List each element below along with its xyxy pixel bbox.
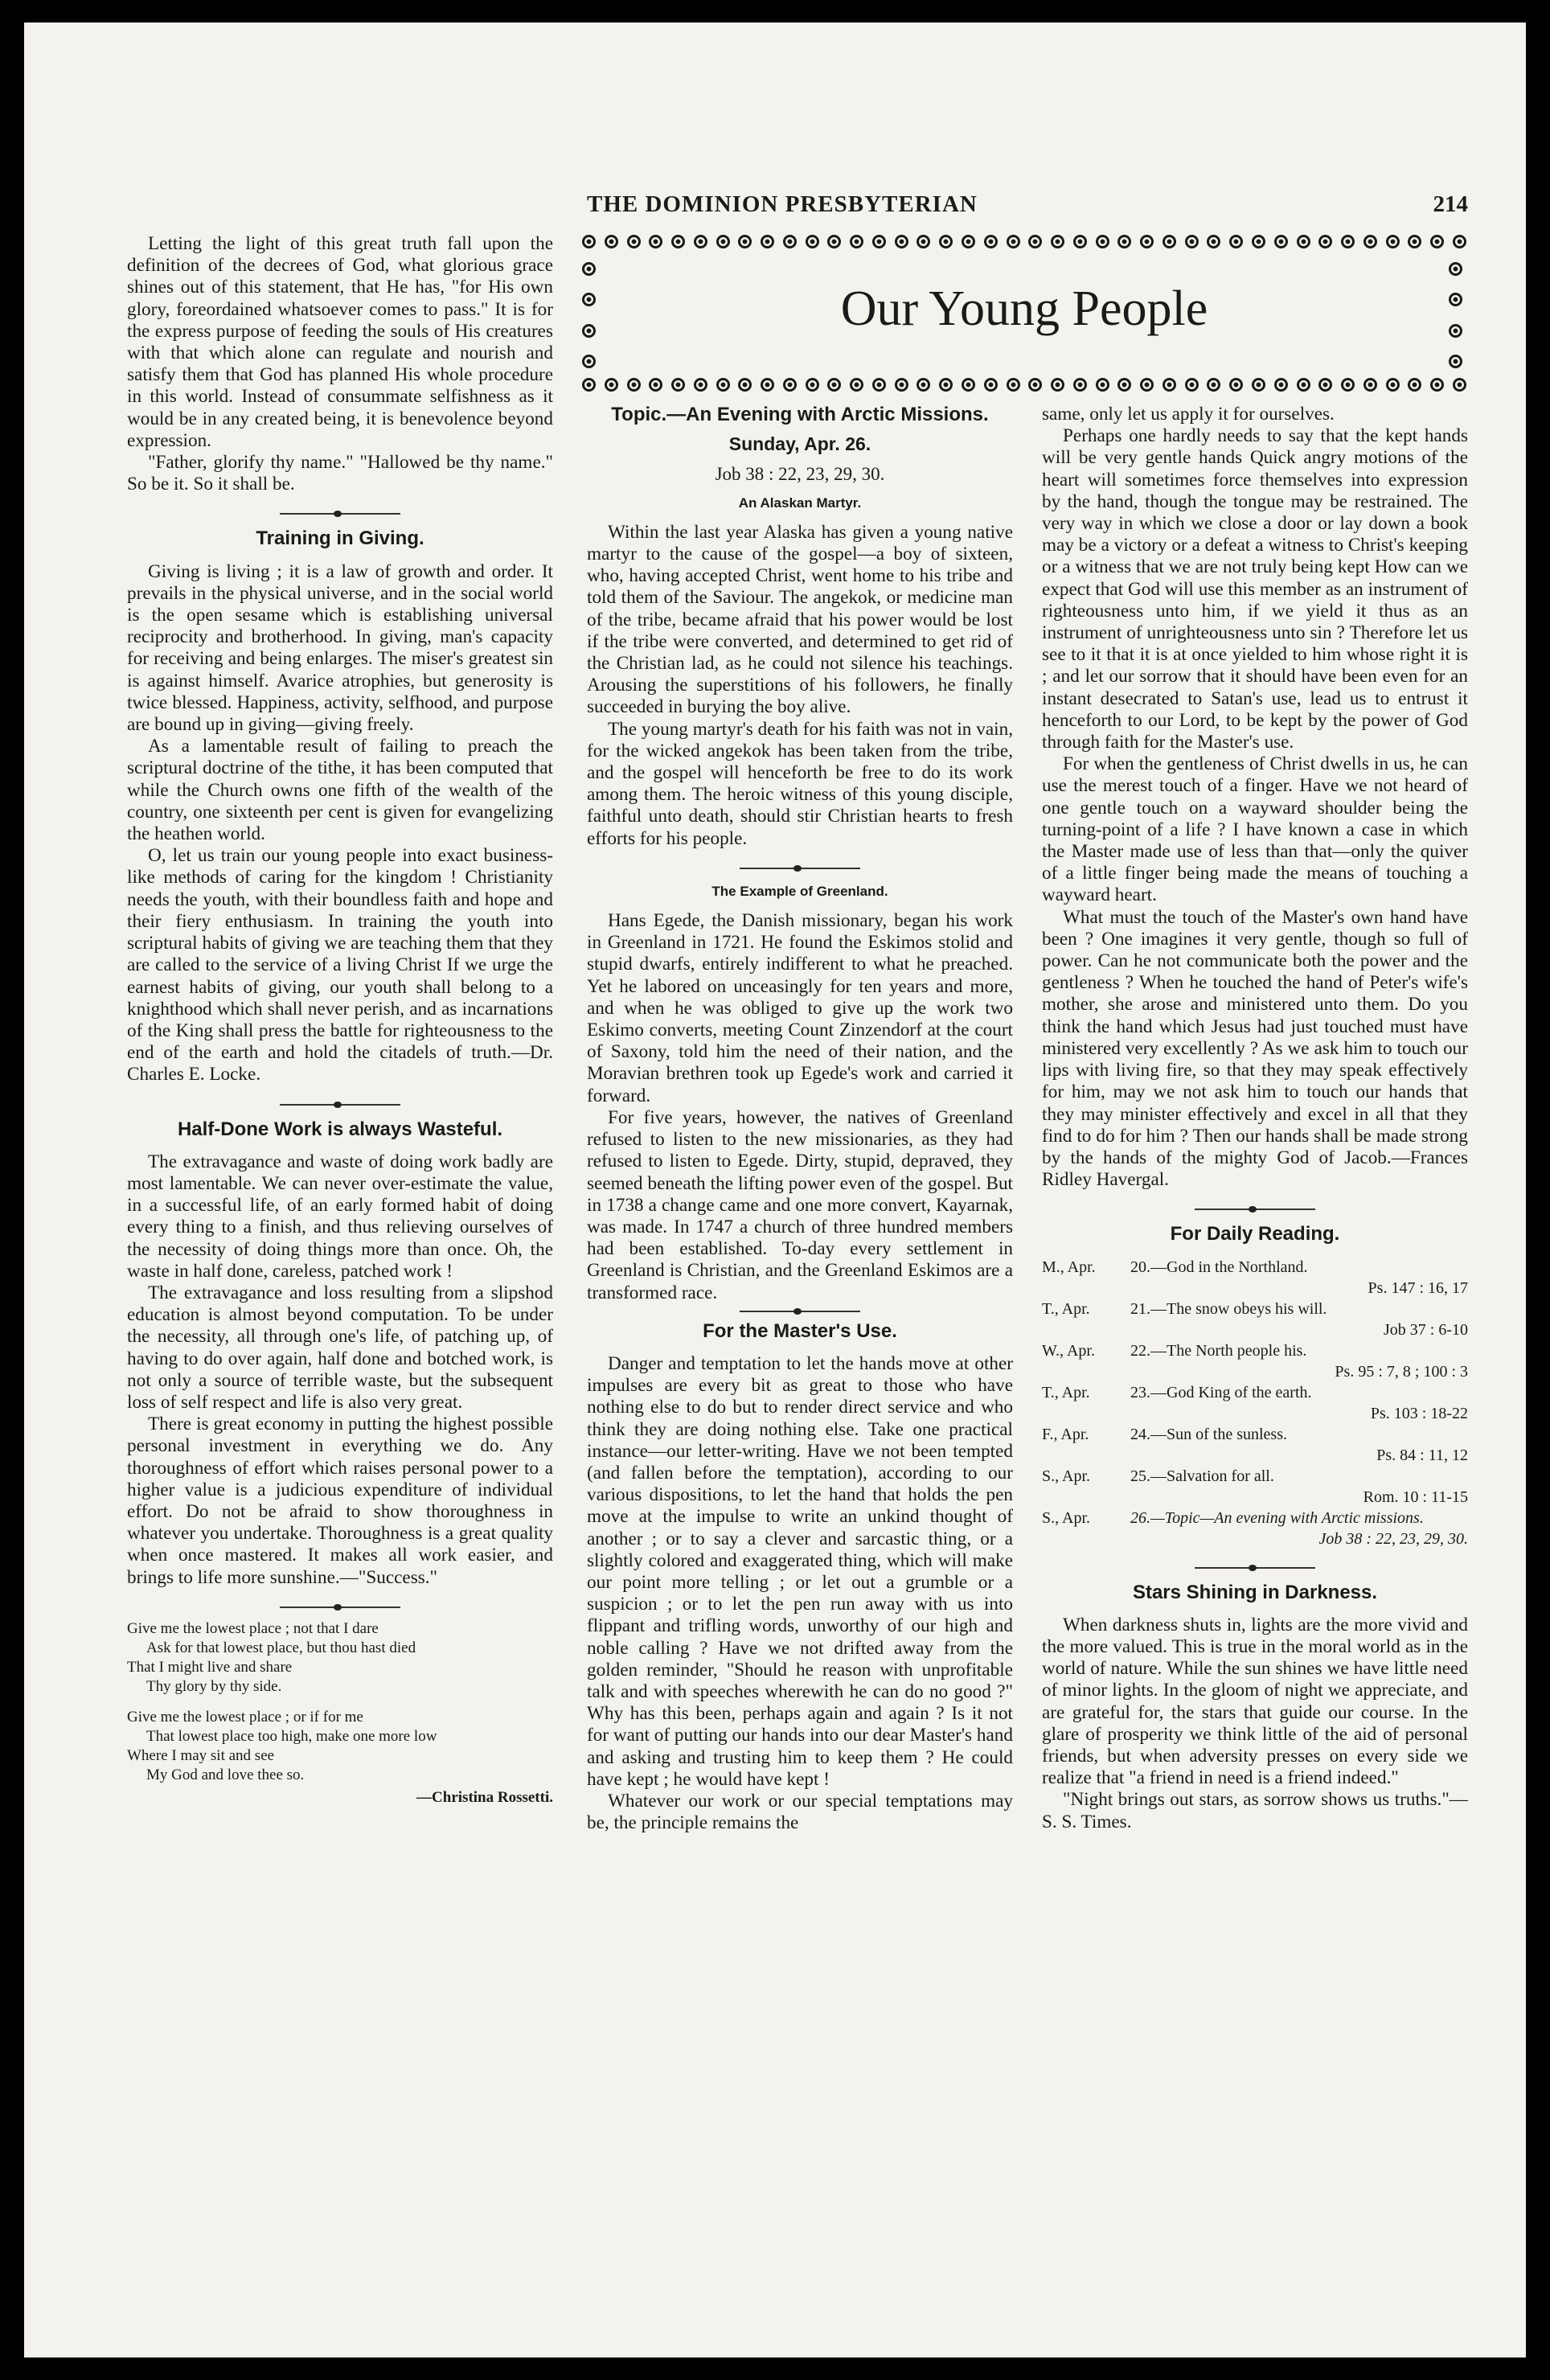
divider-rule bbox=[280, 1104, 400, 1106]
reading-day: W., Apr. bbox=[1042, 1341, 1095, 1360]
reading-entry bbox=[1042, 1424, 1468, 1466]
ornament-dot bbox=[827, 235, 841, 248]
ornament-dot bbox=[1162, 235, 1176, 248]
reading-title: 25.—Salvation for all. bbox=[1130, 1467, 1274, 1485]
poem-line: Give me the lowest place ; or if for me bbox=[127, 1708, 363, 1726]
reading-title: 21.—The snow obeys his will. bbox=[1130, 1299, 1327, 1318]
ornament-dot bbox=[738, 378, 752, 392]
reading-title: 23.—God King of the earth. bbox=[1130, 1383, 1312, 1401]
reading-reference: Ps. 84 : 11, 12 bbox=[1376, 1446, 1468, 1464]
ornament-dot bbox=[1007, 378, 1020, 392]
ornament-dot bbox=[1073, 235, 1087, 248]
paragraph: What must the touch of the Master's own hand have been ? One imagines it very gentle, though so full of power. Can he not communicate both the power and the gentleness ? When he touched the hand of Peter's wife's mother, she arose and ministered unto them. Do you think the hand which Jesus had just touched must have ministered very excellently ? As we ask him to touch our lips with living fire, so that they may speak effectively for him, may we not ask him to touch our hands that they may minister effectively and excel in all that they find to do for him ? Then our hands shall be made strong by the hands of the mighty God of Jacob.—Frances Ridley Havergal. bbox=[1042, 906, 1468, 1191]
ornament-dot bbox=[694, 378, 707, 392]
ornament-dot bbox=[1386, 235, 1400, 248]
reading-title: 26.—Topic—An evening with Arctic missions. bbox=[1130, 1508, 1424, 1527]
banner-top-border bbox=[582, 235, 1466, 252]
ornament-dot bbox=[1363, 235, 1377, 248]
reading-entry bbox=[1042, 1382, 1468, 1424]
reading-title: 20.—God in the Northland. bbox=[1130, 1258, 1308, 1276]
newspaper-page bbox=[24, 23, 1526, 2357]
ornament-dot bbox=[1430, 378, 1444, 392]
ornament-dot bbox=[916, 378, 930, 392]
ornament-dot bbox=[1028, 235, 1042, 248]
paragraph: Whatever our work or our special temptations may be, the principle remains the bbox=[587, 1790, 1013, 1834]
ornament-dot bbox=[916, 235, 930, 248]
article-heading-greenland: The Example of Greenland. bbox=[711, 883, 888, 899]
reading-reference: Rom. 10 : 11-15 bbox=[1363, 1488, 1468, 1506]
ornament-dot bbox=[962, 378, 975, 392]
ornament-dot bbox=[850, 235, 863, 248]
ornament-dot bbox=[1297, 378, 1310, 392]
paragraph: For when the gentleness of Christ dwells in us, he can use the merest touch of a finger. Have we not heard of one gentle touch on a wayward shoulder being the turning-point of a life ? I have known a case in which the Master made use of less than that—only the quiver of a little finger being made the means of touching a wayward heart. bbox=[1042, 753, 1468, 906]
reading-entry bbox=[1042, 1466, 1468, 1508]
ornament-dot bbox=[783, 235, 797, 248]
reading-reference: Ps. 95 : 7, 8 ; 100 : 3 bbox=[1335, 1362, 1468, 1381]
article-heading-half-done: Half-Done Work is always Wasteful. bbox=[177, 1118, 503, 1140]
ornament-dot bbox=[827, 378, 841, 392]
ornament-dot bbox=[694, 235, 707, 248]
poem-line: Give me the lowest place ; not that I dare bbox=[127, 1619, 379, 1637]
ornament-dot bbox=[962, 235, 975, 248]
ornament-dot bbox=[605, 378, 618, 392]
ornament-dot bbox=[872, 235, 886, 248]
daily-reading-list bbox=[1042, 1257, 1468, 1549]
paragraph: Within the last year Alaska has given a young native martyr to the cause of the gospel—a boy of sixteen, who, having accepted Christ, went home to his tribe and told them of the Saviour. The angekok, or medicine man of the tribe, became afraid that his power would be lost if the tribe were converted, and determined to get rid of the Christian lad, as he could not silence his teachings. Arousing the superstitions of his followers, he finally succeeded in burying the boy alive. bbox=[587, 521, 1013, 718]
banner-bottom-border bbox=[582, 378, 1466, 396]
paragraph: "Night brings out stars, as sorrow shows us truths."—S. S. Times. bbox=[1042, 1789, 1468, 1832]
paragraph: There is great economy in putting the highest possible personal investment in everything we do. Any thoroughness of effort which raises personal power to a higher value is a judicious expenditure of individual effort. Do not be afraid to show thoroughness in whatever you undertake. Thoroughness is a great quality when once mastered. It makes all work easier, and brings to life more sunshine.—"Success." bbox=[127, 1414, 553, 1588]
ornament-dot bbox=[1449, 355, 1462, 368]
reading-entry bbox=[1042, 1340, 1468, 1382]
ornament-dot bbox=[1140, 378, 1154, 392]
poem-line: Ask for that lowest place, but thou hast died bbox=[146, 1639, 416, 1656]
running-head: THE DOMINION PRESBYTERIAN bbox=[587, 191, 978, 217]
paragraph: As a lamentable result of failing to preach the scriptural doctrine of the tithe, it has been computed that while the Church owns one fifth of the wealth of the country, one sixteenth per cent is given for evangelizing the heathen world. bbox=[127, 736, 553, 845]
ornament-dot bbox=[582, 378, 596, 392]
reading-entry bbox=[1042, 1299, 1468, 1340]
ornament-dot bbox=[1229, 235, 1243, 248]
ornament-dot bbox=[1274, 378, 1288, 392]
ornament-dot bbox=[1051, 235, 1064, 248]
article-heading-daily-reading: For Daily Reading. bbox=[1170, 1223, 1340, 1245]
ornament-dot bbox=[1341, 235, 1355, 248]
poem bbox=[127, 1619, 553, 1808]
reading-reference: Job 37 : 6-10 bbox=[1384, 1320, 1468, 1339]
ornament-dot bbox=[984, 378, 998, 392]
article-heading-masters-use: For the Master's Use. bbox=[703, 1319, 897, 1342]
ornament-dot bbox=[939, 235, 953, 248]
ornament-dot bbox=[1162, 378, 1176, 392]
ornament-dot bbox=[939, 378, 953, 392]
divider-rule bbox=[1195, 1208, 1315, 1210]
ornament-dot bbox=[984, 235, 998, 248]
reading-day: S., Apr. bbox=[1042, 1467, 1091, 1485]
ornament-dot bbox=[605, 235, 618, 248]
paragraph: Perhaps one hardly needs to say that the kept hands will be very gentle hands Quick angry motions of the heart will sometimes force themselves into expression by the hand, though the tongue may be restrained. The very way in which we close a door or lay down a book may be a victory or a defeat a witness to Christ's keeping or a witness that we are not truly being kept How can we expect that God will use this member as an instrument of righteousness unto him, if we yield it thus as an instrument of unrighteousness unto sin ? Therefore let us see to it that it is at once yielded to him whose right it is ; and let our sorrow that it should have been even for an instant desecrated to Satan's use, lead us to entrust it henceforth to our Lord, to be kept by the power of God through faith for the Master's use. bbox=[1042, 425, 1468, 753]
reading-title: 22.—The North people his. bbox=[1130, 1341, 1307, 1360]
ornament-dot bbox=[761, 378, 774, 392]
ornament-dot bbox=[1207, 378, 1220, 392]
paragraph: The extravagance and waste of doing work badly are most lamentable. We can never over-estimate the value, in a successful life, of an early formed habit of doing every thing to a finish, and thus relieving ourselves of the necessity of doing things more than once. Oh, the waste in half done, careless, patched work ! bbox=[127, 1151, 553, 1282]
reading-day: M., Apr. bbox=[1042, 1258, 1096, 1276]
divider-rule bbox=[280, 1606, 400, 1608]
ornament-dot bbox=[716, 378, 730, 392]
ornament-dot bbox=[1028, 378, 1042, 392]
ornament-dot bbox=[1185, 378, 1199, 392]
paragraph: Letting the light of this great truth fall upon the definition of the decrees of God, what glorious grace shines out of this statement, that He has, "for His own glory, foreordained whatsoever comes to pass." It is for the express purpose of feeding the souls of His creatures with that which alone can regulate and nourish and satisfy them that God has planned His whole procedure in this world. Instead of consummate selfishness as it would be in any created being, it is benevolence beyond expression. bbox=[127, 233, 553, 451]
ornament-dot bbox=[1007, 235, 1020, 248]
section-banner bbox=[582, 235, 1466, 396]
ornament-dot bbox=[783, 378, 797, 392]
ornament-dot bbox=[582, 262, 596, 276]
ornament-dot bbox=[1185, 235, 1199, 248]
ornament-dot bbox=[1229, 378, 1243, 392]
reading-entry bbox=[1042, 1508, 1468, 1549]
paragraph: The extravagance and loss resulting from a slipshod education is almost beyond computation. To be under the necessity, all through one's life, of patching up, of having to do over again, half done and botched work, is not only a source of terrible waste, but the subsequent loss of self respect and life is also very great. bbox=[127, 1282, 553, 1413]
paragraph: Hans Egede, the Danish missionary, began his work in Greenland in 1721. He found the Eskimos stolid and stupid dwarfs, entirely indifferent to what he preached. Yet he labored on unceasingly for ten years and more, and when he was obliged to give up the work two Eskimo converts, meeting Count Zinzendorf at the court of Saxony, told him the need of their nation, and the Moravian brethren took up Egede's work and carried it forward. bbox=[587, 910, 1013, 1106]
ornament-dot bbox=[1252, 378, 1265, 392]
poem-line: Thy glory by thy side. bbox=[146, 1677, 282, 1695]
paragraph: same, only let us apply it for ourselves. bbox=[1042, 404, 1335, 425]
ornament-dot bbox=[1117, 378, 1131, 392]
ornament-dot bbox=[872, 378, 886, 392]
paragraph: Giving is living ; it is a law of growth and order. It prevails in the physical universe, and in the social world is the open sesame which is establishing universal reciprocity and brotherhood. In giving, man's capacity for receiving and being enlarges. The miser's greatest sin is against himself. Avarice atrophies, but generosity is twice blessed. Happiness, activity, selfhood, and purpose are bound up in giving—giving freely. bbox=[127, 560, 553, 736]
ornament-dot bbox=[1453, 378, 1466, 392]
ornament-dot bbox=[1408, 235, 1421, 248]
paragraph: Danger and temptation to let the hands move at other impulses are every bit as great to those who have nothing else to do but to render direct service and who think they are doing nothing else. Take one practical instance—our letter-writing. Have we not been tempted (and fallen before the temptation), according to our various dispositions, to let the hand that holds the pen move at the impulse to write an unkind thought of another ; or to say a clever and sarcastic thing, or a slightly colored and exaggerated thing, which will make our point more telling ; or let out a grumble or a suspicion ; or to let the pen run away with us into flippant and trifling words, unworthy of our high and noble calling ? Have we not drifted away from the golden reminder, "Should he reason with unprofitable talk and with speeches wherewith he can do no good ?" Why has this been, perhaps again and again ? Is it not for want of putting our hands into our dear Master's hand and asking and trusting him to keep them ? He could have kept ; he would have kept ! bbox=[587, 1352, 1013, 1790]
paragraph: The young martyr's death for his faith was not in vain, for the wicked angekok has been taken from the tribe, and the gospel will henceforth be free to do its work among them. The heroic witness of this young disciple, faithful unto death, should stir Christian hearts to fresh efforts for his people. bbox=[587, 718, 1013, 849]
ornament-dot bbox=[1207, 235, 1220, 248]
reading-title: 24.—Sun of the sunless. bbox=[1130, 1425, 1287, 1443]
divider-rule bbox=[740, 868, 860, 869]
paragraph: "Father, glorify thy name." "Hallowed be thy name." So be it. So it shall be. bbox=[127, 452, 553, 495]
column-1 bbox=[127, 233, 553, 1808]
poem-attribution: —Christina Rossetti. bbox=[416, 1788, 553, 1806]
ornament-dot bbox=[1096, 235, 1109, 248]
ornament-dot bbox=[1430, 235, 1444, 248]
ornament-dot bbox=[582, 235, 596, 248]
ornament-dot bbox=[1140, 235, 1154, 248]
topic-heading: Topic.—An Evening with Arctic Missions. bbox=[611, 404, 989, 425]
divider-rule bbox=[280, 513, 400, 515]
ornament-dot bbox=[1453, 235, 1466, 248]
reading-reference: Job 38 : 22, 23, 29, 30. bbox=[1318, 1529, 1468, 1548]
paragraph: When darkness shuts in, lights are the more vivid and the more valued. This is true in the moral world as in the world of nature. While the sun shines we have little need of minor lights. In the gloom of night we appreciate, and are grateful for, the stars that guide our course. In the glare of prosperity we think little of the aid of personal friends, but when adversity presses on every side we realize that "a friend in need is a friend indeed." bbox=[1042, 1614, 1468, 1789]
paragraph: For five years, however, the natives of Greenland refused to listen to the new missionaries, as they had refused to listen to Egede. Dirty, stupid, depraved, they seemed beneath the lifting power even of the gospel. But in 1738 a change came and one more convert, Kayarnak, was made. In 1747 a church of three hundred members had been established. To-day every settlement in Greenland is Christian, and the Greenland Eskimos are a transformed race. bbox=[587, 1106, 1013, 1303]
reading-reference: Ps. 103 : 18-22 bbox=[1370, 1404, 1468, 1422]
ornament-dot bbox=[649, 378, 662, 392]
ornament-dot bbox=[716, 235, 730, 248]
ornament-dot bbox=[1318, 378, 1332, 392]
divider-rule bbox=[740, 1311, 860, 1312]
ornament-dot bbox=[850, 378, 863, 392]
ornament-dot bbox=[895, 235, 908, 248]
poem-line: That I might live and share bbox=[127, 1658, 293, 1676]
scripture-reference: Job 38 : 22, 23, 29, 30. bbox=[715, 464, 885, 485]
ornament-dot bbox=[738, 235, 752, 248]
ornament-dot bbox=[895, 378, 908, 392]
ornament-dot bbox=[1449, 262, 1462, 276]
article-heading-training: Training in Giving. bbox=[256, 527, 424, 550]
column-3 bbox=[1042, 404, 1468, 1833]
ornament-dot bbox=[627, 235, 641, 248]
reading-day: F., Apr. bbox=[1042, 1425, 1089, 1443]
poem-line: Where I may sit and see bbox=[127, 1746, 275, 1764]
ornament-dot bbox=[1096, 378, 1109, 392]
ornament-dot bbox=[1117, 235, 1131, 248]
ornament-dot bbox=[1073, 378, 1087, 392]
ornament-dot bbox=[1297, 235, 1310, 248]
article-heading-stars: Stars Shining in Darkness. bbox=[1132, 1581, 1378, 1603]
topic-date: Sunday, Apr. 26. bbox=[728, 433, 871, 455]
ornament-dot bbox=[649, 235, 662, 248]
column-2 bbox=[587, 404, 1013, 1834]
poem-line: That lowest place too high, make one more low bbox=[146, 1727, 437, 1745]
ornament-dot bbox=[1051, 378, 1064, 392]
ornament-dot bbox=[1318, 235, 1332, 248]
ornament-dot bbox=[1341, 378, 1355, 392]
page-header bbox=[24, 191, 1526, 224]
page-number: 214 bbox=[1433, 191, 1468, 217]
ornament-dot bbox=[1252, 235, 1265, 248]
ornament-dot bbox=[1274, 235, 1288, 248]
ornament-dot bbox=[806, 378, 819, 392]
ornament-dot bbox=[806, 235, 819, 248]
ornament-dot bbox=[627, 378, 641, 392]
ornament-dot bbox=[1408, 378, 1421, 392]
reading-day: S., Apr. bbox=[1042, 1508, 1091, 1527]
ornament-dot bbox=[582, 355, 596, 368]
section-title: Our Young People bbox=[840, 281, 1208, 336]
ornament-dot bbox=[671, 378, 685, 392]
ornament-dot bbox=[1386, 378, 1400, 392]
ornament-dot bbox=[761, 235, 774, 248]
poem-line: My God and love thee so. bbox=[146, 1766, 305, 1783]
reading-entry bbox=[1042, 1257, 1468, 1299]
reading-day: T., Apr. bbox=[1042, 1299, 1090, 1318]
reading-day: T., Apr. bbox=[1042, 1383, 1090, 1401]
paragraph: O, let us train our young people into exact business-like methods of caring for the kingdom ! Christianity needs the youth, with their boundless faith and hope and their fiery enthusiasm. In training the youth into scriptural habits of giving we are teaching them that they are called to the service of a living Christ If we urge the earnest habits of giving, our youth shall belong to a knighthood which shall never perish, and as incarnations of the King shall press the battle for righteousness to the end of the earth and hold the citadels of truth.—Dr. Charles E. Locke. bbox=[127, 845, 553, 1085]
article-heading-alaskan: An Alaskan Martyr. bbox=[738, 494, 862, 511]
ornament-dot bbox=[671, 235, 685, 248]
divider-rule bbox=[1195, 1567, 1315, 1569]
ornament-dot bbox=[1363, 378, 1377, 392]
reading-reference: Ps. 147 : 16, 17 bbox=[1368, 1278, 1468, 1297]
